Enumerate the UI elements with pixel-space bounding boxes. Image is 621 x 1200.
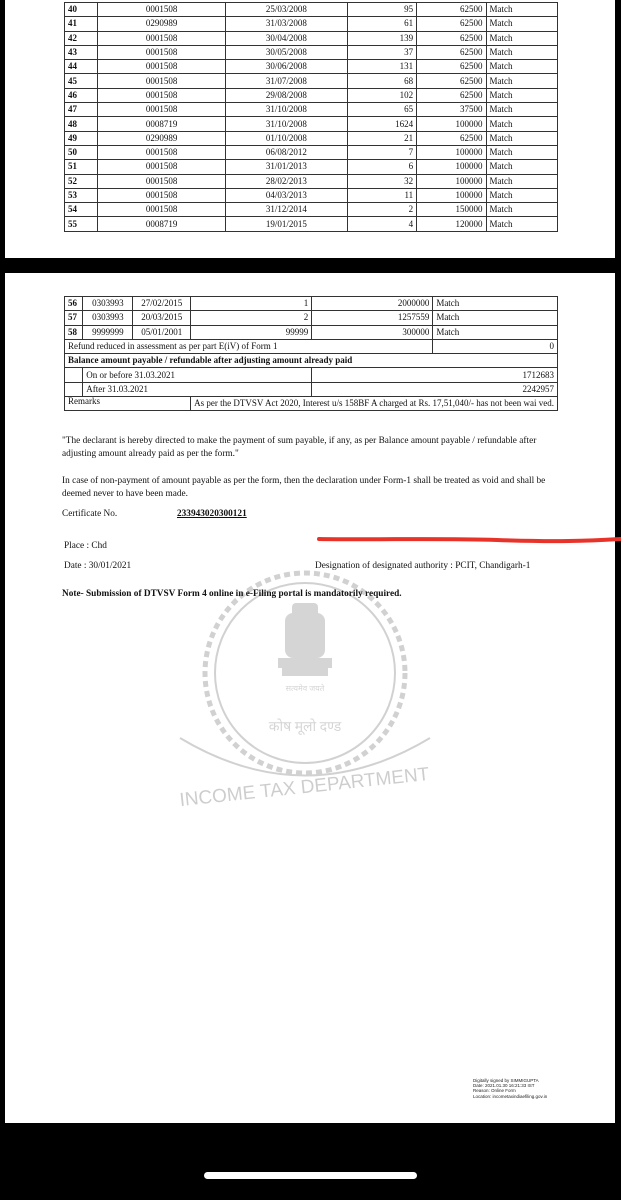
table-row: 53 0001508 04/03/2013 11 100000 Match	[65, 188, 558, 202]
refund-value: 0	[433, 339, 558, 353]
place-text: Place : Chd	[64, 541, 107, 551]
document-page-2	[5, 273, 615, 1123]
certificate-number: 233943020300121	[177, 509, 247, 519]
table-row: 42 0001508 30/04/2008 139 62500 Match	[65, 31, 558, 45]
table-row: 57 0303993 20/03/2015 2 1257559 Match	[65, 311, 558, 325]
payments-table-1	[64, 2, 558, 232]
on-before-label: On or before 31.03.2021	[83, 368, 312, 382]
table-row: 50 0001508 06/08/2012 7 100000 Match	[65, 145, 558, 159]
non-payment-text: In case of non-payment of amount payable as per the form, then the declaration under Form-1 shall be treated as void and shall be deemed never to have been made.	[62, 476, 546, 499]
payments-table-2	[64, 296, 558, 411]
svg-text:कोष मूलो दण्ड: कोष मूलो दण्ड	[268, 720, 342, 735]
svg-text:INCOME TAX DEPARTMENT: INCOME TAX DEPARTMENT	[178, 763, 431, 812]
table-row: 49 0290989 01/10/2008 21 62500 Match	[65, 131, 558, 145]
home-indicator-bar[interactable]	[204, 1172, 417, 1179]
table-row: 52 0001508 28/02/2013 32 100000 Match	[65, 174, 558, 188]
remarks-value: As per the DTVSV Act 2020, Interest u/s 158BF A charged at Rs. 17,51,040/- has not been wai ved.	[191, 397, 558, 411]
balance-header-row	[65, 354, 558, 368]
after-value: 2242957	[312, 382, 558, 396]
after-label: After 31.03.2021	[83, 382, 312, 396]
note-text: Note- Submission of DTVSV Form 4 online in e-Filing portal is mandatorily required.	[62, 589, 402, 599]
table-row: 54 0001508 31/12/2014 2 150000 Match	[65, 203, 558, 217]
certificate-label: Certificate No.	[62, 509, 118, 519]
after-row	[65, 382, 558, 396]
balance-label: Balance amount payable / refundable after adjusting amount already paid	[65, 354, 558, 368]
remarks-row	[65, 397, 558, 411]
table-row: 51 0001508 31/01/2013 6 100000 Match	[65, 160, 558, 174]
refund-label: Refund reduced in assessment as per part E(iV) of Form 1	[65, 339, 433, 353]
table-row: 44 0001508 30/06/2008 131 62500 Match	[65, 60, 558, 74]
document-page-1	[5, 0, 615, 258]
table-row: 56 0303993 27/02/2015 1 2000000 Match	[65, 297, 558, 311]
remarks-label: Remarks	[65, 397, 191, 411]
table-row: 41 0290989 31/03/2008 61 62500 Match	[65, 17, 558, 31]
table-row: 40 0001508 25/03/2008 95 62500 Match	[65, 3, 558, 17]
table-row: 58 9999999 05/01/2001 99999 300000 Match	[65, 325, 558, 339]
declaration-text: "The declarant is hereby directed to make the payment of sum payable, if any, as per Balance amount payable / refundable after adjusting amount already paid as per the form."	[62, 436, 537, 459]
redacted-name-mark	[317, 536, 621, 546]
svg-text:सत्यमेव जयते: सत्यमेव जयते	[285, 684, 325, 693]
designation-text: Designation of designated authority : PCIT, Chandigarh-1	[315, 561, 531, 571]
income-tax-emblem-watermark	[160, 563, 450, 813]
table-row: 43 0001508 30/05/2008 37 62500 Match	[65, 45, 558, 59]
date-text: Date : 30/01/2021	[64, 561, 132, 571]
refund-row	[65, 339, 558, 353]
table-row: 55 0008719 19/01/2015 4 120000 Match	[65, 217, 558, 231]
table-row: 45 0001508 31/07/2008 68 62500 Match	[65, 74, 558, 88]
table-row: 46 0001508 29/08/2008 102 62500 Match	[65, 88, 558, 102]
digital-signature-block: Digitally signed by SIMMIGUPTA Date: 2021.01.30 16:21:33 IST Reason: Online Form Location: incometaxindiaefiling.gov.in	[473, 1078, 548, 1099]
on-before-row	[65, 368, 558, 382]
table-row: 47 0001508 31/10/2008 65 37500 Match	[65, 103, 558, 117]
table-row: 48 0008719 31/10/2008 1624 100000 Match	[65, 117, 558, 131]
on-before-value: 1712683	[312, 368, 558, 382]
